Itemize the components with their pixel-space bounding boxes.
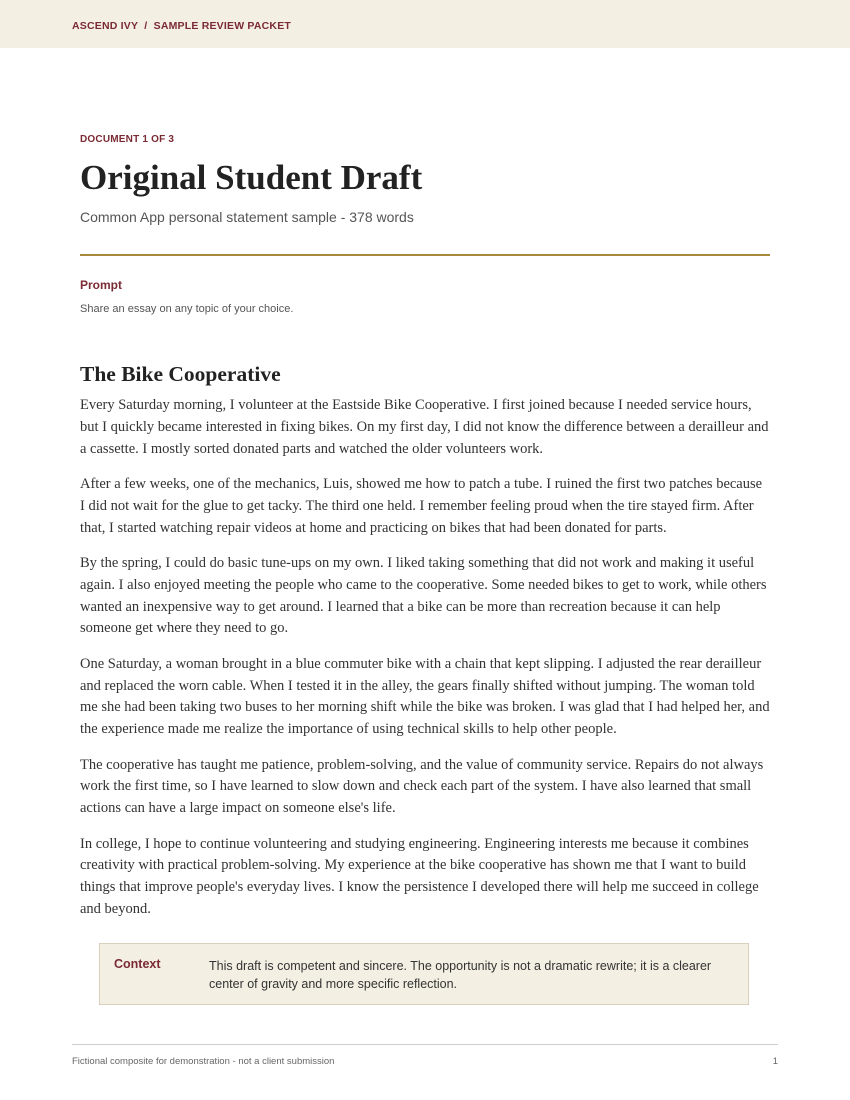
essay-paragraph: Every Saturday morning, I volunteer at the Eastside Bike Cooperative. I first joined because I needed service hours, but I quickly became interested in fixing bikes. On my first day, I did not know the difference between a derailleur and a cassette. I mostly sorted donated parts and watched the older volunteers work. [80, 397, 769, 457]
footer-note: Fictional composite for demonstration - not a client submission [72, 1056, 335, 1067]
page-number: 1 [772, 1056, 778, 1067]
essay-paragraph: One Saturday, a woman brought in a blue commuter bike with a chain that kept slipping. I adjusted the rear derailleur and replaced the worn cable. When I tested it in the alley, the gears finally shifted without jumping. The woman told me she had been taking two buses to her morning shift while the bike was broken. I was glad that I had helped her, and the experience made me realize the importance of using technical skills to help other people. [80, 655, 770, 738]
footer-divider [72, 1044, 778, 1045]
divider [80, 254, 770, 256]
essay-paragraph: By the spring, I could do basic tune-ups on my own. I liked taking something that did not work and making it useful again. I also enjoyed meeting the people who came to the cooperative. Some needed bikes to get to work, while others wanted an inexpensive way to get around. I learned that a bike can be more than recreation because it can help someone get where they need to go. [80, 554, 767, 637]
top-header-bar [0, 0, 850, 48]
breadcrumb-brand: ASCEND IVY [72, 20, 138, 32]
essay-paragraph: After a few weeks, one of the mechanics, Luis, showed me how to patch a tube. I ruined the first two patches because I did not wait for the glue to get tacky. The third one held. I remember feeling proud when the tire stayed firm. After that, I started watching repair videos at home and practicing on bikes that had been donated for parts. [80, 475, 763, 536]
page-title: Original Student Draft [80, 158, 423, 197]
essay-body [80, 395, 770, 934]
context-callout [99, 943, 749, 1005]
essay-paragraph: In college, I hope to continue volunteering and studying engineering. Engineering interests me because it combines creativity with practical problem-solving. My experience at the bike cooperative has shown me that I want to build things that improve people's everyday lives. I know the persistence I developed there will help me succeed in college and beyond. [80, 835, 759, 917]
breadcrumb-section: SAMPLE REVIEW PACKET [153, 20, 292, 32]
prompt-text: Share an essay on any topic of your choice. [80, 303, 294, 315]
breadcrumb [72, 20, 291, 32]
document-counter: DOCUMENT 1 OF 3 [80, 134, 175, 145]
prompt-label: Prompt [80, 278, 122, 292]
essay-title: The Bike Cooperative [80, 362, 281, 386]
context-text: This draft is competent and sincere. The opportunity is not a dramatic rewrite; it is a clearer center of gravity and more specific reflection. [209, 959, 712, 991]
breadcrumb-separator: / [144, 20, 148, 32]
essay-paragraph: The cooperative has taught me patience, problem-solving, and the value of community service. Repairs do not always work the first time, so I have learned to slow down and check each part of the system. I have also learned that small actions can have a large impact on someone else's life. [80, 756, 764, 817]
context-label: Context [114, 957, 161, 971]
page-subtitle: Common App personal statement sample - 378 words [80, 209, 414, 225]
